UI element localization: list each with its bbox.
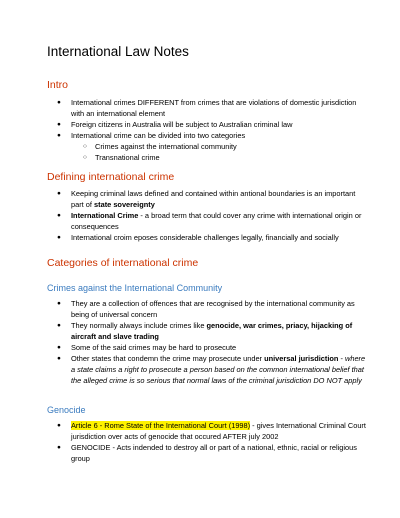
highlighted-reference: Article 6 - Rome State of the International Court (1998): [71, 421, 251, 430]
genocide-list: [47, 420, 367, 464]
sub-list-item: ○ Crimes against the international community: [47, 141, 367, 152]
page-title: International Law Notes: [47, 44, 189, 59]
defining-list: [47, 188, 367, 243]
section-heading-intro: Intro: [47, 79, 69, 91]
subsection-heading-genocide: Genocide: [47, 405, 86, 415]
list-item: ● GENOCIDE - Acts indended to destroy all or part of a national, ethnic, racial or religious group: [47, 442, 367, 464]
list-item-text: They normally always include crimes like: [71, 321, 207, 330]
italic-definition: where a state claims a right to prosecute a person based on the common international belief that the alleged crime is so serious that normal laws of the criminal jurisdiction DO NOT apply: [71, 354, 366, 385]
bold-term: universal jurisdiction: [264, 354, 339, 363]
list-item-text: Other states that condemn the crime may prosecute under: [71, 354, 265, 363]
list-item: [47, 210, 367, 232]
list-item: ● International croim eposes considerable challenges legally, financially and socially: [47, 232, 367, 243]
list-item: ● International crime can be divided into two categories: [47, 130, 367, 141]
list-item-dash: -: [338, 354, 345, 363]
bold-term: genocide, war crimes, priacy, hijacking of aircraft and slave trading: [71, 321, 353, 341]
list-item-text: - a broad term that could cover any crime with international origin or consequences: [71, 211, 362, 231]
bold-term: International Crime: [71, 211, 139, 220]
list-item: [47, 353, 367, 386]
list-item-text: Keeping criminal laws defined and contained within antional boundaries is an important part of: [71, 189, 356, 209]
list-item: [47, 188, 367, 210]
list-item: ● They are a collection of offences that are recognised by the international community as being of universal concern: [47, 298, 367, 320]
sub-list-item: ○ Transnational crime: [47, 152, 367, 163]
bold-term: state sovereignty: [94, 200, 155, 209]
community-list: [47, 298, 367, 386]
list-item: ● Some of the said crimes may be hard to prosecute: [47, 342, 367, 353]
list-item: [47, 420, 367, 442]
list-item: ● Foreign citizens in Australia will be subject to Australian criminal law: [47, 119, 367, 130]
section-heading-categories: Categories of international crime: [47, 257, 199, 269]
list-item: [47, 320, 367, 342]
section-heading-defining: Defining international crime: [47, 171, 175, 183]
subsection-heading-community: Crimes against the International Community: [47, 283, 223, 293]
list-item: ● International crimes DIFFERENT from crimes that are violations of domestic jurisdiction with an international element: [47, 97, 367, 119]
intro-list: [47, 97, 367, 163]
list-item-text: - gives International Criminal Court jurisdiction over acts of genocide that occured AFTER july 2002: [71, 421, 366, 441]
